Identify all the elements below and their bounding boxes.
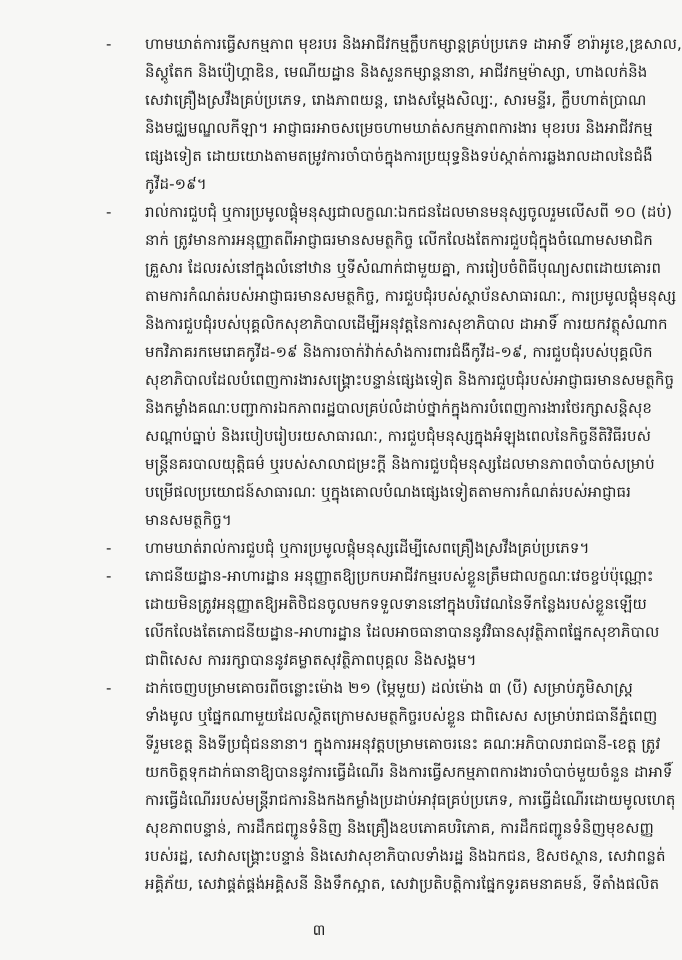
text-line: រាល់ការជួបជុំ ឬការប្រមូលផ្តុំមនុស្សជាលក្ខណៈឯកជនដែលមានមនុស្សចូលរួមលើសពី ១០ (ដប់) <box>145 203 673 221</box>
text-line: និងកម្លាំងគណៈបញ្ជាការឯកភាពរដ្ឋបាលគ្រប់លំដាប់ថ្នាក់ក្នុងការបំពេញការងារថែរក្សាសន្តិសុខ <box>145 399 653 417</box>
text-line: សុខាភិបាលដែលបំពេញការងារសង្គ្រោះបន្ទាន់ផ្សេងទៀត និងការជួបជុំរបស់អាជ្ញាធរមានសមត្ថកិច្ច <box>145 371 675 389</box>
text-line: លើកលែងតែភោជនីយដ្ឋាន-អាហារដ្ឋាន ដែលអាចធានាបាននូវវិធានសុវត្ថិភាពផ្នែកសុខាភិបាល <box>145 623 660 641</box>
bullet-item <box>0 562 660 674</box>
text-line: មន្ត្រីនគរបាលយុត្តិធម៌ ឬរបស់សាលាជម្រះក្តី និងការជួបជុំមនុស្សដែលមានភាពចាំបាច់សម្រាប់ <box>145 455 655 473</box>
text-line: គ្រួសារ ដែលរស់នៅក្នុងលំនៅឋាន ឬទីសំណាក់ជាមួយគ្នា, ការរៀបចំពិធីបុណ្យសពដោយគោរព <box>145 259 662 277</box>
text-line: និងមជ្ឈមណ្ឌលកីឡា។ អាជ្ញាធរអាចសម្រេចហាមឃាត់សកម្មភាពការងារ មុខរបរ និងអាជីវកម្ម <box>145 119 653 137</box>
text-line: និស្តូតែក និងប៉ៀហ្គាឌិន, មេណីយដ្ឋាន និងសួនកម្សាន្តនានា, អាជីវកម្មម៉ាស្សា, ហាងលក់និង <box>145 63 648 81</box>
text-line: ហាមឃាត់រាល់ការជួបជុំ ឬការប្រមូលផ្តុំមនុស្សដើម្បីសេពគ្រឿងស្រវឹងគ្រប់ប្រភេទ។ <box>145 539 590 557</box>
page-number: ៣ <box>312 921 326 939</box>
text-line: សណ្តាប់ធ្នាប់ និងរបៀបរៀបរយសាធារណៈ, ការជួបជុំមនុស្សក្នុងអំឡុងពេលនៃកិច្ចនីតិវិធីរបស់ <box>145 427 652 445</box>
bullet-dash: - <box>106 203 112 221</box>
bullet-dash: - <box>106 539 112 557</box>
text-line: របស់រដ្ឋ, សេវាសង្គ្រោះបន្ទាន់ និងសេវាសុខាភិបាលទាំងរដ្ឋ និងឯកជន, ឱសថស្ថាន, សេវាពន្លត់ <box>145 847 666 865</box>
text-line: សុខភាពបន្ទាន់, ការដឹកជញ្ជូនទំនិញ និងគ្រឿងឧបភោគបរិភោគ, ការដឹកជញ្ជូនទំនិញមុខសញ្ញ <box>145 819 654 837</box>
bullet-item <box>0 534 638 562</box>
text-line: មកវិភាគរកមេរោគកូវីដ-១៩ និងការចាក់វ៉ាក់សាំងការពារជំងឺកូវីដ-១៩, ការជួបជុំរបស់បុគ្គលិក <box>145 343 653 361</box>
bullet-dash: - <box>106 35 112 53</box>
text-line: ដោយមិនត្រូវអនុញ្ញាតឱ្យអតិថិជនចូលមកទទួលទាននៅក្នុងបរិវេណនៃទីកន្លែងរបស់ខ្លួនឡើយ <box>145 595 647 613</box>
text-line: ភោជនីយដ្ឋាន-អាហារដ្ឋាន អនុញ្ញាតឱ្យប្រកបអាជីវកម្មរបស់ខ្លួនត្រឹមជាលក្ខណៈវេចខ្ចប់ប៉ុណ្ណោះ <box>145 567 654 585</box>
text-line: សេវាគ្រឿងស្រវឹងគ្រប់ប្រភេទ, រោងភាពយន្ត, រោងសម្ដែងសិល្បៈ, សារមន្ទីរ, ក្លឹបហាត់ប្រាណ <box>145 91 647 109</box>
bullet-item <box>0 198 677 534</box>
text-line: ដាក់ចេញបម្រាមគោចរពីចន្លោះម៉ោង ២១ (ម្ភៃមួយ) ដល់ម៉ោង ៣ (បី) សម្រាប់ភូមិសាស្ត្រ <box>145 679 633 697</box>
text-line: ផ្សេងទៀត ដោយយោងតាមតម្រូវការចាំបាច់ក្នុងការប្រយុទ្ធនិងទប់ស្កាត់ការឆ្លងរាលដាលនៃជំងឺ <box>145 147 653 165</box>
bullet-dash: - <box>106 679 112 697</box>
text-line: តាមការកំណត់របស់អាជ្ញាធរមានសមត្ថកិច្ច, ការជួបជុំរបស់ស្ថាប័នសាធារណៈ, ការប្រមូលផ្តុំមនុស្ស <box>145 287 677 305</box>
text-line: ហាមឃាត់ការធ្វើសកម្មភាព មុខរបរ និងអាជីវកម្មក្លឹបកម្សាន្តគ្រប់ប្រភេទ ដាអាទិ៍ ខារ៉ាអូខេ,ឌ្រសាល, <box>145 35 682 53</box>
bullet-list <box>0 30 682 898</box>
bullet-item <box>0 674 676 898</box>
text-line: ទាំងមូល ឬផ្នែកណាមួយដែលស្ថិតក្រោមសមត្ថកិច្ចរបស់ខ្លួន ជាពិសេស សម្រាប់រាជធានីភ្នំពេញ <box>145 707 658 725</box>
text-line: ទីរួមខេត្ត និងទីប្រជុំជននានា។ ក្នុងការអនុវត្តបម្រាមគោចរនេះ គណៈអភិបាលរាជធានី-ខេត្ត ត្រូវ <box>145 735 661 753</box>
text-line: មានសមត្ថកិច្ច។ <box>145 511 232 529</box>
text-line: កូវីដ-១៩។ <box>145 175 207 193</box>
text-line: អគ្គិភ័យ, សេវាផ្គត់ផ្គង់អគ្គិសនី និងទឹកស្អាត, សេវាប្រតិបត្តិការផ្នែកទូរគមនាគមន៍, ទីតាំងផលិត <box>145 875 660 893</box>
text-line: យកចិត្តទុកដាក់ធានាឱ្យបាននូវការធ្វើដំណើរ និងការធ្វើសកម្មភាពការងារចាំបាច់មួយចំនួន ដាអាទិ៍ <box>145 763 673 781</box>
text-line: និងការជួបជុំរបស់បុគ្គលិកសុខាភិបាលដើម្បីអនុវត្តនៃការសុខាភិបាល ដាអាទិ៍ ការយកវត្ថុសំណាក <box>145 315 668 333</box>
text-line: ការធ្វើដំណើររបស់មន្ត្រីរាជការនិងកងកម្លាំងប្រដាប់អាវុធគ្រប់ប្រភេទ, ការធ្វើដំណើរដោយមូលហេតុ <box>145 791 676 809</box>
bullet-item <box>0 30 682 198</box>
bullet-dash: - <box>106 567 112 585</box>
text-line: បម្រើផលប្រយោជន៍សាធារណៈ ឬក្នុងគោលបំណងផ្សេងទៀតតាមការកំណត់របស់អាជ្ញាធរ <box>145 483 631 501</box>
text-line: នាក់ ត្រូវមានការអនុញ្ញាតពីអាជ្ញាធរមានសមត្ថកិច្ច លើកលែងតែការជួបជុំក្នុងចំណោមសមាជិក <box>145 231 653 249</box>
text-line: ជាពិសេស ការរក្សាបាននូវគម្លាតសុវត្ថិភាពបុគ្គល និងសង្គម។ <box>145 651 477 669</box>
